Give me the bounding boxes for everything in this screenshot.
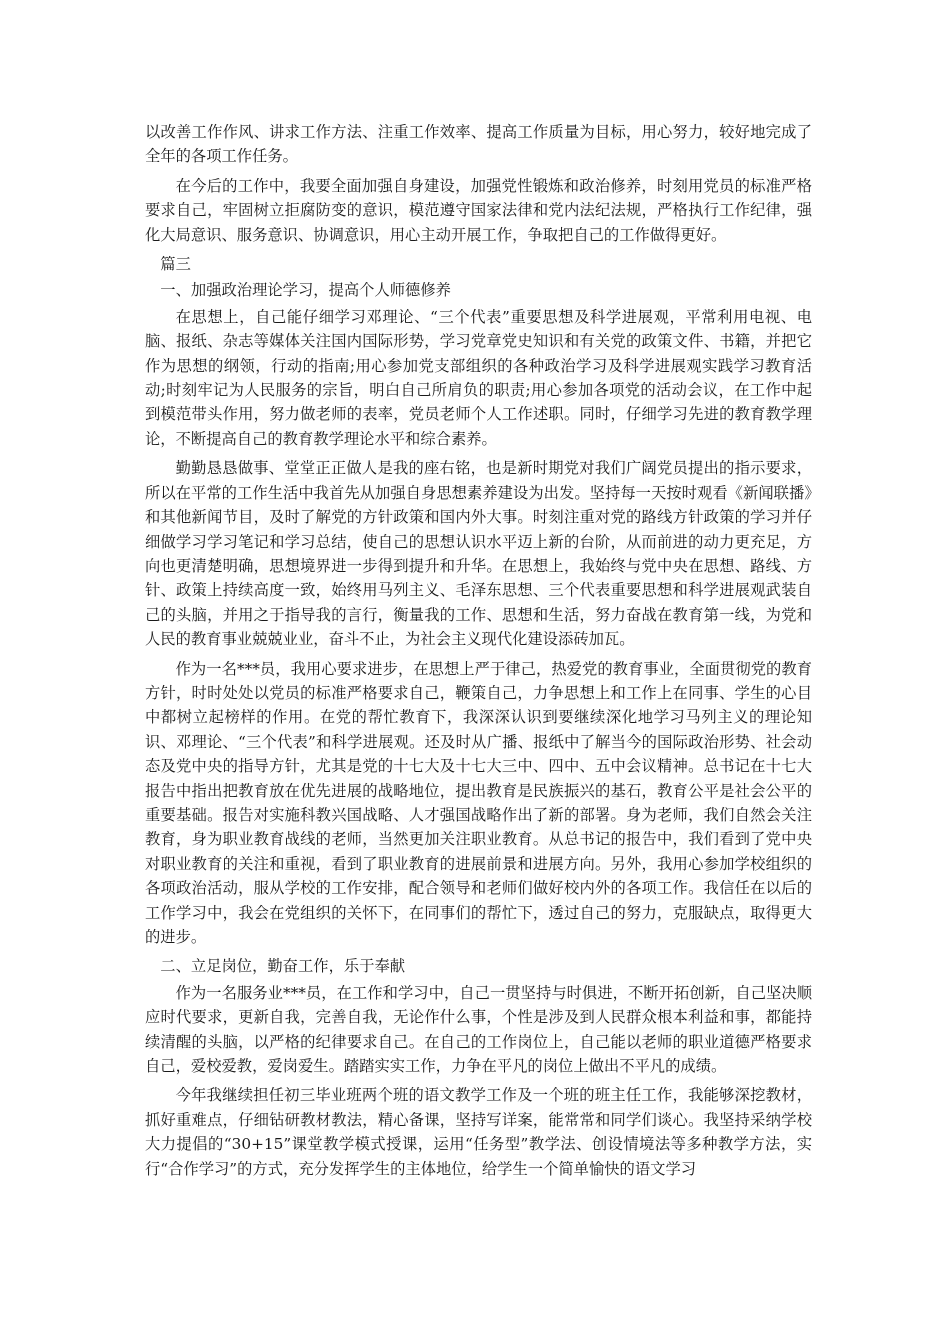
heading-political-study: 一、加强政治理论学习，提高个人师德修养	[160, 281, 451, 300]
paragraph-service: 作为一名服务业***员，在工作和学习中，自己一贯坚持与时俱进，不断开拓创新，自己坚决顺应时代要求，更新自我，完善自我，无论作什么事，个性是涉及到人民群众根本利益和事，都能持续清醒的头脑，以严格的纪律要求自己。在自己的工作岗位上，自己能以老师的职业道德严格要求自己，爱校爱教，爱岗爱生。踏踏实实工作，力争在平凡的岗位上做出不平凡的成绩。	[145, 983, 812, 1076]
heading-dedication: 二、立足岗位，勤奋工作，乐于奉献	[160, 957, 406, 976]
paragraph-party-member: 作为一名***员，我用心要求进步，在思想上严于律己，热爱党的教育事业，全面贯彻党的教育方针，时时处处以党员的标准严格要求自己，鞭策自己，力争思想上和工作上在同事、学生的心目中都树立起榜样的作用。在党的帮忙教育下，我深深认识到要继续深化地学习马列主义的理论知识、邓理论、“三个代表”和科学进展观。还及时从广播、报纸中了解当今的国际政治形势、社会动态及党中央的指导方针，尤其是党的十七大及十七大三中、四中、五中会议精神。总书记在十七大报告中指出把教育放在优先进展的战略地位，提出教育是民族振兴的基石，教育公平是社会公平的重要基础。报告对实施科教兴国战略、人才强国战略作出了新的部署。身为老师，我们自然会关注教育，身为职业教育战线的老师，当然更加关注职业教育。从总书记的报告中，我们看到了党中央对职业教育的关注和重视，看到了职业教育的进展前景和进展方向。另外，我用心参加学校组织的各项政治活动，服从学校的工作安排，配合领导和老师们做好校内外的各项工作。我信任在以后的工作学习中，我会在党组织的关怀下，在同事们的帮忙下，透过自己的努力，克服缺点，取得更大的进步。	[145, 659, 812, 946]
paragraph-teaching: 今年我继续担任初三毕业班两个班的语文教学工作及一个班的班主任工作，我能够深挖教材，抓好重难点，仔细钻研教材教法，精心备课，坚持写详案，能常常和同学们谈心。我坚持采纳学校大力提倡的“30+15”课堂教学模式授课，运用“任务型”教学法、创设情境法等多种教学方法，实行“合作学习”的方式，充分发挥学生的主体地位，给学生一个简单愉快的语文学习	[145, 1086, 812, 1178]
paragraph-motto: 勤勤恳恳做事、堂堂正正做人是我的座右铭，也是新时期党对我们广阔党员提出的指示要求，所以在平常的工作生活中我首先从加强自身思想素养建设为出发。坚持每一天按时观看《新闻联播》和其他新闻节目，及时了解党的方针政策和国内外大事。时刻注重对党的路线方针政策的学习并仔细做学习学习笔记和学习总结，使自己的思想认识水平迈上新的台阶，从而前进的动力更充足，方向也更清楚明确，思想境界进一步得到提升和升华。在思想上，我始终与党中央在思想、路线、方针、政策上持续高度一致，始终用马列主义、毛泽东思想、三个代表重要思想和科学进展观武装自己的头脑，并用之于指导我的言行，衡量我的工作、思想和生活，努力奋战在教育第一线，为党和人民的教育事业兢兢业业，奋斗不止，为社会主义现代化建设添砖加瓦。	[145, 459, 812, 649]
document-body	[145, 120, 812, 1186]
paragraph-intro-continuation: 以改善工作作风、讲求工作方法、注重工作效率、提高工作质量为目标，用心努力，较好地完成了全年的各项工作任务。	[145, 123, 812, 166]
paragraph-future-work: 在今后的工作中，我要全面加强自身建设，加强党性锻炼和政治修养，时刻用党员的标准严格要求自己，牢固树立拒腐防变的意识，模范遵守国家法律和党内法纪法规，严格执行工作纪律，强化大局意识、服务意识、协调意识，用心主动开展工作，争取把自己的工作做得更好。	[145, 176, 812, 244]
section-title: 篇三	[160, 255, 191, 274]
paragraph-ideology: 在思想上，自己能仔细学习邓理论、“三个代表”重要思想及科学进展观，平常利用电视、电脑、报纸、杂志等媒体关注国内国际形势，学习党章党史知识和有关党的政策文件、书籍，并把它作为思想的纲领，行动的指南;用心参加党支部组织的各种政治学习及科学进展观实践学习教育活动;时刻牢记为人民服务的宗旨，明白自己所肩负的职责;用心参加各项党的活动会议，在工作中起到模范带头作用，努力做老师的表率，党员老师个人工作述职。同时，仔细学习先进的教育教学理论，不断提高自己的教育教学理论水平和综合素养。	[145, 307, 812, 448]
